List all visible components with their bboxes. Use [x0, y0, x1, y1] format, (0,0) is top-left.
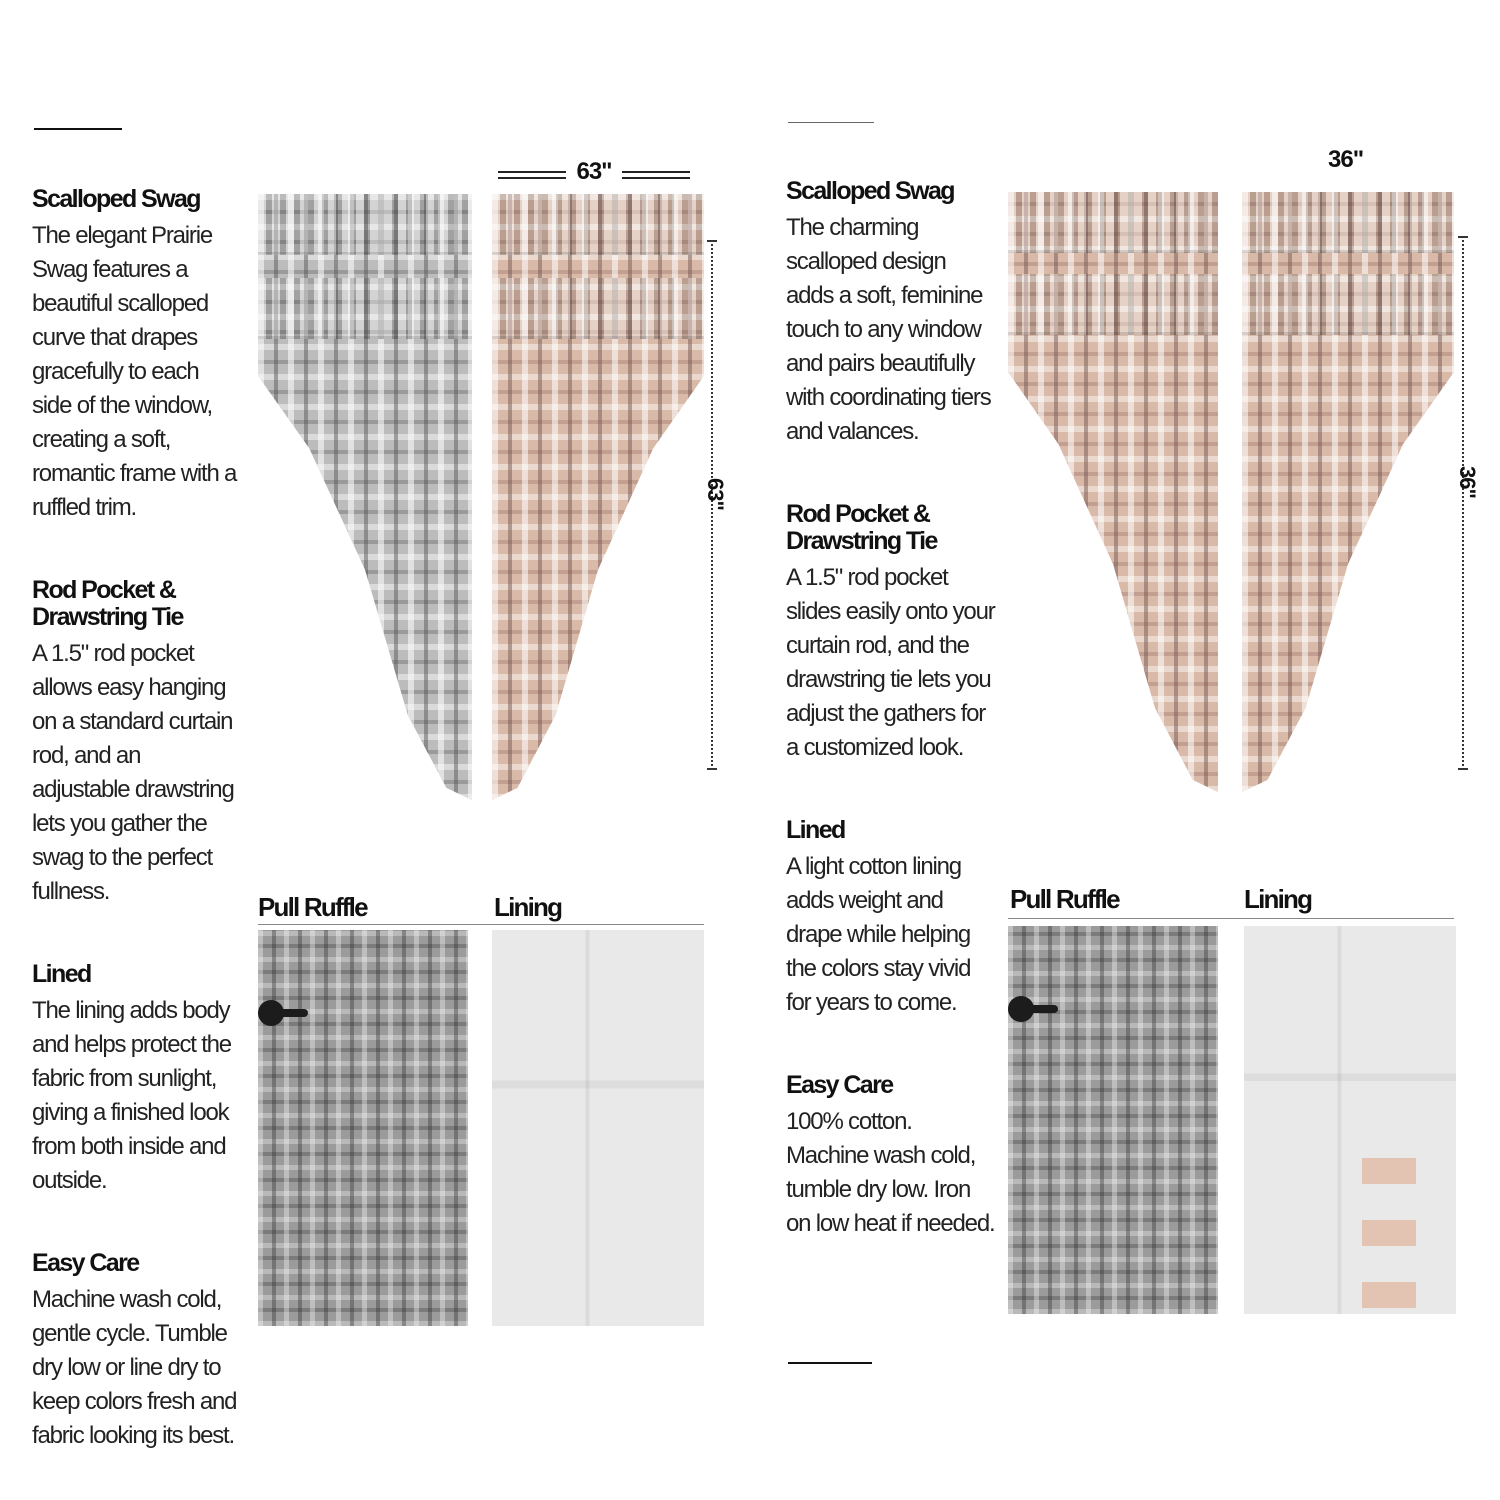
- feature-body: The elegant Prairie Swag features a beautiful scalloped curve that drapes gracefully to each side of the window, creating a soft, romantic frame with a ruffled trim.: [32, 222, 237, 521]
- top-rule: [34, 128, 122, 130]
- feature-body: The lining adds body and helps protect the fabric from sunlight, giving a finished look from both inside and outside.: [32, 997, 231, 1194]
- length-label: 36": [1455, 466, 1480, 498]
- ruffle-detail-photo: [258, 930, 468, 1326]
- width-dimension: [498, 158, 690, 186]
- thumb-rule: [1008, 918, 1454, 919]
- swag-curtain-right: [1242, 192, 1454, 792]
- top-rule: [788, 122, 874, 123]
- feature-rod-pocket: [32, 577, 242, 909]
- feature-body: A light cotton lining adds weight and drape while helping the colors stay vivid for years to come.: [786, 853, 971, 1016]
- bottom-rule: [788, 1362, 872, 1364]
- swag-curtain-left: [258, 194, 472, 800]
- feature-body: A 1.5" rod pocket slides easily onto your curtain rod, and the drawstring tie lets you adjust the gathers for a customized look.: [786, 564, 995, 761]
- feature-rod-pocket: [786, 501, 996, 765]
- width-label: 36": [1328, 146, 1364, 173]
- feature-text-column: [32, 186, 242, 1500]
- thumb-rule: [258, 924, 704, 925]
- feature-text-column: [786, 178, 996, 1293]
- swag-curtain-left: [1008, 192, 1218, 792]
- feature-swag: [786, 178, 996, 449]
- feature-body: The charming scalloped design adds a soft, feminine touch to any window and pairs beautifully with coordinating tiers and valances.: [786, 214, 991, 445]
- length-label: 63": [703, 478, 728, 510]
- ruffle-detail-photo: [1008, 926, 1218, 1314]
- thumb-label-ruffle: Pull Ruffle: [258, 892, 367, 922]
- feature-title: Scalloped Swag: [32, 185, 200, 213]
- feature-body: 100% cotton. Machine wash cold, tumble dry low. Iron on low heat if needed.: [786, 1108, 995, 1237]
- feature-lined: [32, 961, 242, 1198]
- feature-title: Scalloped Swag: [786, 177, 954, 205]
- thumb-label-ruffle: Pull Ruffle: [1010, 884, 1119, 914]
- rod-finial-icon: [1008, 996, 1034, 1022]
- lining-detail-photo: [1244, 926, 1456, 1314]
- thumb-label-lining: Lining: [494, 892, 562, 922]
- feature-title: Easy Care: [32, 1249, 139, 1277]
- length-dimension: [1462, 236, 1464, 770]
- feature-easy-care: [32, 1250, 242, 1453]
- feature-easy-care: [786, 1072, 996, 1241]
- feature-swag: [32, 186, 242, 525]
- feature-title: Lined: [786, 816, 845, 844]
- feature-body: A 1.5" rod pocket allows easy hanging on a standard curtain rod, and an adjustable drawstring lets you gather the swag to the perfect fullness.: [32, 640, 234, 905]
- feature-lined: [786, 817, 996, 1020]
- feature-title: Lined: [32, 960, 91, 988]
- product-panel-rose: [750, 0, 1500, 1500]
- feature-title: Rod Pocket & Drawstring Tie: [786, 500, 937, 555]
- rod-finial-icon: [258, 1000, 284, 1026]
- feature-title: Easy Care: [786, 1071, 893, 1099]
- thumb-label-lining: Lining: [1244, 884, 1312, 914]
- width-label: 63": [576, 158, 612, 185]
- feature-title: Rod Pocket & Drawstring Tie: [32, 576, 183, 631]
- swag-curtain-right: [492, 194, 704, 800]
- feature-body: Machine wash cold, gentle cycle. Tumble dry low or line dry to keep colors fresh and fabric looking its best.: [32, 1286, 237, 1449]
- lining-detail-photo: [492, 930, 704, 1326]
- lining-swatches: [1362, 1158, 1416, 1314]
